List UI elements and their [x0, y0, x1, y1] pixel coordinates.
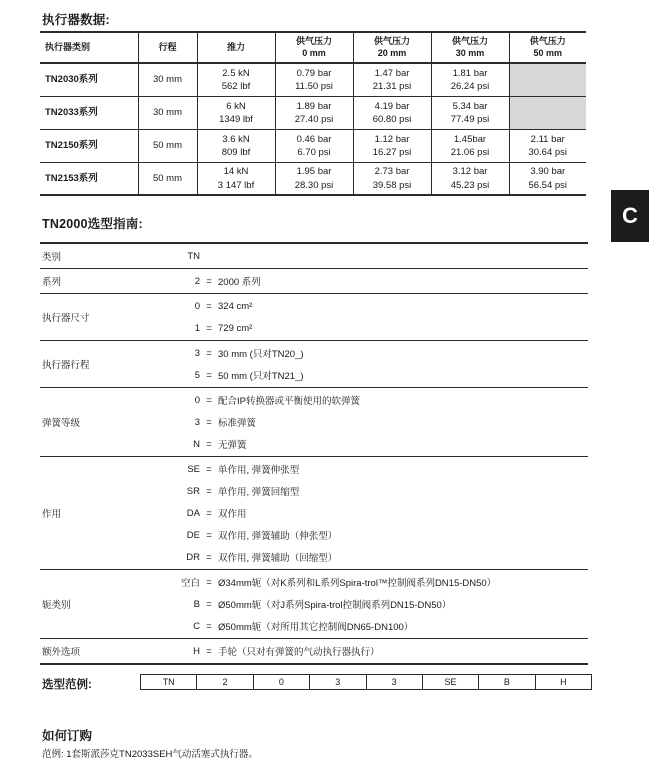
guide-group-extra: [40, 639, 588, 665]
guide-option: N = 无弹簧: [193, 438, 247, 451]
table-row: [40, 96, 586, 129]
series-name: TN2033系列: [45, 107, 98, 119]
guide-group-size: [40, 294, 588, 341]
guide-option: 3 = 标准弹簧: [194, 416, 257, 429]
column-header-pressure-0mm: 供气压力 0 mm: [275, 32, 353, 63]
pressure-cell: 3.12 bar 45.23 psi: [431, 162, 509, 195]
guide-option: 空白 = Ø34mm轭（对K系列和L系列Spira-trol™控制阀系列DN15-DN50）: [180, 576, 497, 589]
actuator-data-table: [40, 31, 586, 196]
example-code-cell: B: [478, 675, 534, 689]
column-header-pressure-20mm: 供气压力 20 mm: [353, 32, 431, 63]
pressure-cell: 0.79 bar 11.50 psi: [275, 63, 353, 96]
example-code-cell: SE: [422, 675, 478, 689]
column-header-stroke: 行程: [138, 32, 197, 63]
thrust-cell: 2.5 kN 562 lbf: [197, 63, 275, 96]
table-row: [40, 129, 586, 162]
example-code-cell: H: [535, 675, 591, 689]
guide-group-label: 执行器尺寸: [42, 313, 90, 324]
guide-option: TN: [187, 250, 200, 262]
example-code-cell: TN: [162, 677, 175, 687]
example-code-cell: 2: [196, 675, 252, 689]
guide-option: 3 = 30 mm (只对TN20_): [194, 347, 304, 360]
selection-guide-table: [40, 242, 588, 665]
example-label: 选型范例:: [42, 679, 92, 691]
table-row: [40, 162, 586, 195]
guide-option: DR = 双作用, 弹簧辅助（回缩型）: [186, 551, 338, 564]
stroke-cell: 30 mm: [138, 63, 197, 96]
pressure-cell: 0.46 bar 6.70 psi: [275, 129, 353, 162]
thrust-cell: 6 kN 1349 lbf: [197, 96, 275, 129]
guide-option: 0 = 配合IP转换器或平衡使用的软弹簧: [194, 394, 360, 407]
guide-option: 0 = 324 cm²: [194, 300, 253, 312]
column-header-type: 执行器类别: [45, 41, 91, 52]
pressure-cell: 5.34 bar 77.49 psi: [431, 96, 509, 129]
selection-guide-title: TN2000选型指南:: [42, 217, 143, 231]
guide-option: B = Ø50mm轭（对J系列Spira-trol控制阀系列DN15-DN50）: [193, 598, 452, 611]
stroke-cell: 30 mm: [138, 96, 197, 129]
pressure-cell: 3.90 bar 56.54 psi: [509, 162, 586, 195]
guide-group-label: 轭类别: [42, 600, 71, 611]
pressure-cell: 1.45bar 21.06 psi: [431, 129, 509, 162]
section-tab-c: C: [611, 190, 649, 242]
guide-group-label: 系列: [42, 277, 62, 288]
pressure-cell: 1.95 bar 28.30 psi: [275, 162, 353, 195]
pressure-cell-na: [509, 63, 586, 96]
pressure-cell: 1.89 bar 27.40 psi: [275, 96, 353, 129]
guide-group-label: 执行器行程: [42, 360, 90, 371]
thrust-cell: 14 kN 3 147 lbf: [197, 162, 275, 195]
column-header-pressure-30mm: 供气压力 30 mm: [431, 32, 509, 63]
table-header-row: [40, 32, 586, 63]
pressure-cell: 1.81 bar 26.24 psi: [431, 63, 509, 96]
guide-option: DA = 双作用: [186, 507, 247, 520]
pressure-cell: 4.19 bar 60.80 psi: [353, 96, 431, 129]
series-name: TN2150系列: [45, 140, 98, 152]
thrust-cell: 3.6 kN 809 lbf: [197, 129, 275, 162]
pressure-cell-na: [509, 96, 586, 129]
guide-group-label: 作用: [42, 509, 62, 520]
guide-group-spring: [40, 388, 588, 457]
stroke-cell: 50 mm: [138, 162, 197, 195]
pressure-cell: 1.12 bar 16.27 psi: [353, 129, 431, 162]
how-to-order-text: 范例: 1套斯派莎克TN2033SEH气动活塞式执行器。: [42, 749, 258, 760]
example-code-cell: 3: [366, 675, 422, 689]
guide-group-stroke: [40, 341, 588, 388]
guide-option: 5 = 50 mm (只对TN21_): [194, 369, 304, 382]
actuator-data-title: 执行器数据:: [42, 13, 110, 27]
example-code-cell: 0: [253, 675, 309, 689]
column-header-thrust: 推力: [197, 32, 275, 63]
guide-option: SE = 单作用, 弹簧伸张型: [187, 463, 300, 476]
pressure-cell: 2.11 bar 30.64 psi: [509, 129, 586, 162]
guide-group-action: [40, 457, 588, 570]
stroke-cell: 50 mm: [138, 129, 197, 162]
pressure-cell: 2.73 bar 39.58 psi: [353, 162, 431, 195]
guide-option: 2 = 2000 系列: [194, 275, 261, 288]
guide-group-category: [40, 244, 588, 269]
table-row: [40, 63, 586, 96]
series-name: TN2030系列: [45, 74, 98, 86]
guide-option: SR = 单作用, 弹簧回缩型: [186, 485, 300, 498]
guide-option: 1 = 729 cm²: [194, 322, 253, 334]
guide-option: H = 手轮（只对有弹簧的气动执行器执行）: [193, 645, 380, 658]
example-code-boxes: [140, 674, 592, 690]
column-header-pressure-50mm: 供气压力 50 mm: [509, 32, 586, 63]
pressure-cell: 1.47 bar 21.31 psi: [353, 63, 431, 96]
guide-option: DE = 双作用, 弹簧辅助（伸张型）: [186, 529, 338, 542]
guide-group-label: 类别: [42, 252, 62, 263]
guide-option: C = Ø50mm轭（对所用其它控制阀DN65-DN100）: [193, 620, 414, 633]
example-code-cell: 3: [309, 675, 365, 689]
series-name: TN2153系列: [45, 172, 98, 184]
guide-group-label: 额外选项: [42, 647, 81, 658]
how-to-order-title: 如何订购: [42, 729, 93, 743]
guide-group-label: 弹簧等级: [42, 418, 81, 429]
guide-group-series: [40, 269, 588, 294]
guide-group-yoke: [40, 570, 588, 639]
